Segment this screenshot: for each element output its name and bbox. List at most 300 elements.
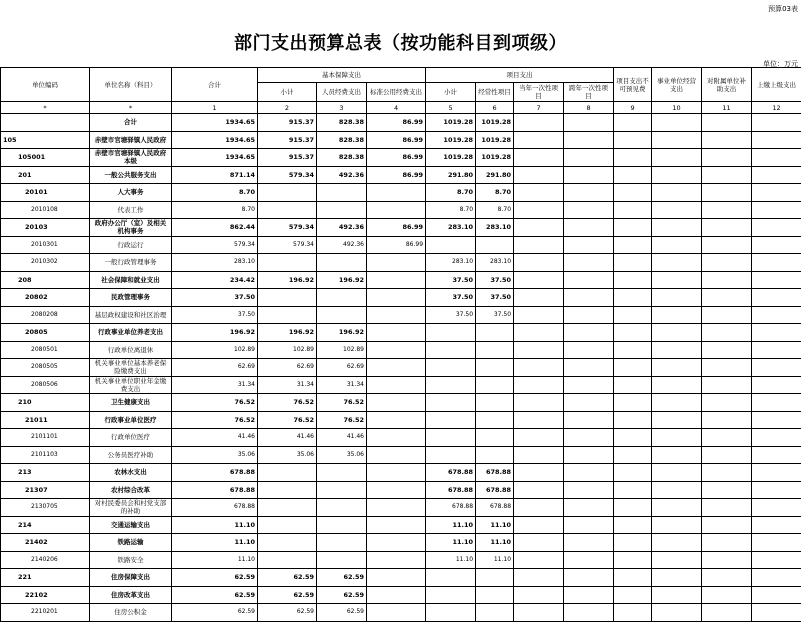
row-proj-recurring: 678.88 xyxy=(476,499,514,517)
row-subsidy xyxy=(702,411,752,429)
row-code: 2080208 xyxy=(1,306,90,324)
row-personnel: 492.36 xyxy=(317,236,367,254)
row-proj-recurring xyxy=(476,394,514,412)
row-public-standard xyxy=(367,306,426,324)
row-total: 1934.65 xyxy=(172,149,258,167)
row-proj-recurring: 11.10 xyxy=(476,516,514,534)
row-superior xyxy=(752,324,801,342)
row-superior xyxy=(752,166,801,184)
row-code: 2101101 xyxy=(1,429,90,447)
row-operating xyxy=(652,201,702,219)
row-personnel: 196.92 xyxy=(317,271,367,289)
row-unforeseen xyxy=(614,394,652,412)
header-code: 单位编码 xyxy=(1,68,90,102)
row-proj-onetime-cross xyxy=(564,551,614,569)
row-proj-recurring: 37.50 xyxy=(476,289,514,307)
row-operating xyxy=(652,481,702,499)
row-subsidy xyxy=(702,569,752,587)
row-superior xyxy=(752,271,801,289)
row-proj-subtotal: 291.80 xyxy=(426,166,476,184)
row-subsidy xyxy=(702,604,752,622)
row-personnel: 828.38 xyxy=(317,149,367,167)
row-personnel: 196.92 xyxy=(317,324,367,342)
row-personnel xyxy=(317,184,367,202)
row-public-standard xyxy=(367,446,426,464)
row-code: 21402 xyxy=(1,534,90,552)
row-proj-recurring: 1019.28 xyxy=(476,114,514,132)
row-subsidy xyxy=(702,271,752,289)
row-unforeseen xyxy=(614,114,652,132)
row-basic-subtotal: 196.92 xyxy=(258,324,317,342)
row-personnel xyxy=(317,481,367,499)
row-total: 76.52 xyxy=(172,411,258,429)
row-proj-onetime-cross xyxy=(564,201,614,219)
row-proj-subtotal xyxy=(426,236,476,254)
row-total: 678.88 xyxy=(172,481,258,499)
row-unforeseen xyxy=(614,131,652,149)
row-proj-recurring: 11.10 xyxy=(476,551,514,569)
row-proj-onetime-year xyxy=(514,149,564,167)
row-proj-onetime-cross xyxy=(564,604,614,622)
row-proj-onetime-cross xyxy=(564,271,614,289)
row-name: 铁路运输 xyxy=(90,534,172,552)
row-personnel: 76.52 xyxy=(317,394,367,412)
row-total: 31.34 xyxy=(172,376,258,394)
row-basic-subtotal: 76.52 xyxy=(258,394,317,412)
row-basic-subtotal xyxy=(258,184,317,202)
row-name: 公务员医疗补助 xyxy=(90,446,172,464)
table-row xyxy=(1,254,801,272)
row-proj-onetime-cross xyxy=(564,376,614,394)
row-proj-recurring xyxy=(476,604,514,622)
row-proj-recurring: 8.70 xyxy=(476,184,514,202)
row-proj-subtotal: 678.88 xyxy=(426,499,476,517)
row-operating xyxy=(652,236,702,254)
row-unforeseen xyxy=(614,376,652,394)
row-code: 20103 xyxy=(1,219,90,237)
row-proj-onetime-year xyxy=(514,376,564,394)
table-row xyxy=(1,166,801,184)
row-operating xyxy=(652,306,702,324)
row-proj-subtotal: 1019.28 xyxy=(426,131,476,149)
row-proj-recurring: 283.10 xyxy=(476,219,514,237)
row-unforeseen xyxy=(614,324,652,342)
row-subsidy xyxy=(702,359,752,377)
row-unforeseen xyxy=(614,481,652,499)
row-proj-recurring: 1019.28 xyxy=(476,131,514,149)
row-basic-subtotal xyxy=(258,201,317,219)
row-public-standard xyxy=(367,604,426,622)
row-public-standard xyxy=(367,271,426,289)
row-public-standard xyxy=(367,376,426,394)
row-subsidy xyxy=(702,376,752,394)
table-row xyxy=(1,429,801,447)
row-proj-onetime-year xyxy=(514,271,564,289)
row-code: 22102 xyxy=(1,586,90,604)
row-proj-subtotal xyxy=(426,411,476,429)
row-public-standard xyxy=(367,516,426,534)
row-code: 2080506 xyxy=(1,376,90,394)
table-row xyxy=(1,149,801,167)
row-personnel: 76.52 xyxy=(317,411,367,429)
row-public-standard xyxy=(367,499,426,517)
page-title: 部门支出预算总表（按功能科目到项级） xyxy=(234,33,567,54)
row-proj-subtotal: 678.88 xyxy=(426,481,476,499)
table-row xyxy=(1,569,801,587)
row-proj-subtotal xyxy=(426,394,476,412)
form-number: 预算03表 xyxy=(768,5,798,13)
row-name: 赤壁市官塘驿镇人民政府本级 xyxy=(90,149,172,167)
row-proj-onetime-year xyxy=(514,219,564,237)
row-code: 221 xyxy=(1,569,90,587)
row-proj-onetime-year xyxy=(514,586,564,604)
row-proj-recurring xyxy=(476,586,514,604)
row-name: 一般行政管理事务 xyxy=(90,254,172,272)
row-unforeseen xyxy=(614,359,652,377)
row-basic-subtotal xyxy=(258,289,317,307)
row-personnel: 62.59 xyxy=(317,569,367,587)
row-superior xyxy=(752,219,801,237)
row-proj-onetime-year xyxy=(514,324,564,342)
row-code: 2080505 xyxy=(1,359,90,377)
row-code: 21307 xyxy=(1,481,90,499)
row-proj-subtotal xyxy=(426,446,476,464)
row-name: 行政事业单位养老支出 xyxy=(90,324,172,342)
row-proj-subtotal xyxy=(426,429,476,447)
row-operating xyxy=(652,254,702,272)
index-cell: 7 xyxy=(514,102,564,114)
table-row xyxy=(1,289,801,307)
row-superior xyxy=(752,499,801,517)
row-total: 234.42 xyxy=(172,271,258,289)
row-proj-recurring xyxy=(476,341,514,359)
row-subsidy xyxy=(702,499,752,517)
row-personnel xyxy=(317,551,367,569)
row-basic-subtotal xyxy=(258,551,317,569)
row-subsidy xyxy=(702,254,752,272)
row-operating xyxy=(652,341,702,359)
row-proj-onetime-year xyxy=(514,604,564,622)
row-public-standard xyxy=(367,184,426,202)
row-proj-recurring: 291.80 xyxy=(476,166,514,184)
row-proj-recurring xyxy=(476,569,514,587)
row-public-standard xyxy=(367,289,426,307)
row-personnel: 102.89 xyxy=(317,341,367,359)
row-subsidy xyxy=(702,534,752,552)
row-superior xyxy=(752,569,801,587)
row-operating xyxy=(652,149,702,167)
row-personnel xyxy=(317,306,367,324)
row-name: 铁路安全 xyxy=(90,551,172,569)
row-proj-recurring: 37.50 xyxy=(476,306,514,324)
row-basic-subtotal xyxy=(258,499,317,517)
row-subsidy xyxy=(702,464,752,482)
row-personnel xyxy=(317,254,367,272)
header-public-standard: 标准公用经费支出 xyxy=(367,83,426,102)
row-name: 农林水支出 xyxy=(90,464,172,482)
row-code: 2010108 xyxy=(1,201,90,219)
row-total: 102.89 xyxy=(172,341,258,359)
row-unforeseen xyxy=(614,604,652,622)
row-superior xyxy=(752,114,801,132)
row-code: 201 xyxy=(1,166,90,184)
row-proj-recurring xyxy=(476,324,514,342)
row-proj-onetime-year xyxy=(514,534,564,552)
row-unforeseen xyxy=(614,429,652,447)
index-cell: 5 xyxy=(426,102,476,114)
row-basic-subtotal: 196.92 xyxy=(258,271,317,289)
row-basic-subtotal: 915.37 xyxy=(258,149,317,167)
table-row xyxy=(1,464,801,482)
row-proj-subtotal: 11.10 xyxy=(426,534,476,552)
row-proj-onetime-year xyxy=(514,254,564,272)
table-row xyxy=(1,184,801,202)
row-name: 民政管理事务 xyxy=(90,289,172,307)
row-unforeseen xyxy=(614,149,652,167)
row-public-standard: 86.99 xyxy=(367,114,426,132)
row-basic-subtotal xyxy=(258,464,317,482)
header-proj-onetime-cross: 跨年一次性项目 xyxy=(564,83,614,102)
row-personnel: 35.06 xyxy=(317,446,367,464)
row-total: 8.70 xyxy=(172,201,258,219)
row-public-standard xyxy=(367,429,426,447)
row-code: 20805 xyxy=(1,324,90,342)
row-total: 8.70 xyxy=(172,184,258,202)
row-total: 41.46 xyxy=(172,429,258,447)
header-subsidy: 对附属单位补助支出 xyxy=(702,68,752,102)
row-total: 678.88 xyxy=(172,464,258,482)
table-row xyxy=(1,534,801,552)
table-body xyxy=(1,114,801,622)
row-proj-subtotal: 1019.28 xyxy=(426,114,476,132)
row-unforeseen xyxy=(614,306,652,324)
row-code: 208 xyxy=(1,271,90,289)
row-total: 11.10 xyxy=(172,551,258,569)
row-proj-onetime-cross xyxy=(564,446,614,464)
row-proj-subtotal: 8.70 xyxy=(426,184,476,202)
row-subsidy xyxy=(702,131,752,149)
row-public-standard xyxy=(367,464,426,482)
row-basic-subtotal: 41.46 xyxy=(258,429,317,447)
row-operating xyxy=(652,464,702,482)
row-proj-onetime-cross xyxy=(564,534,614,552)
row-name: 基层政权建设和社区治理 xyxy=(90,306,172,324)
row-personnel: 828.38 xyxy=(317,114,367,132)
row-superior xyxy=(752,586,801,604)
row-total: 62.59 xyxy=(172,569,258,587)
row-total: 37.50 xyxy=(172,289,258,307)
row-unforeseen xyxy=(614,446,652,464)
row-subsidy xyxy=(702,516,752,534)
row-proj-recurring xyxy=(476,376,514,394)
row-basic-subtotal: 915.37 xyxy=(258,114,317,132)
row-public-standard xyxy=(367,551,426,569)
table-row xyxy=(1,201,801,219)
row-code: 210 xyxy=(1,394,90,412)
row-total: 62.59 xyxy=(172,586,258,604)
row-proj-onetime-year xyxy=(514,166,564,184)
row-public-standard: 86.99 xyxy=(367,149,426,167)
row-operating xyxy=(652,604,702,622)
table-row xyxy=(1,306,801,324)
row-name: 住房改革支出 xyxy=(90,586,172,604)
row-public-standard xyxy=(367,411,426,429)
row-basic-subtotal: 62.69 xyxy=(258,359,317,377)
row-superior xyxy=(752,341,801,359)
row-personnel xyxy=(317,289,367,307)
row-operating xyxy=(652,131,702,149)
row-total: 11.10 xyxy=(172,534,258,552)
row-proj-recurring: 8.70 xyxy=(476,201,514,219)
row-unforeseen xyxy=(614,586,652,604)
row-proj-onetime-cross xyxy=(564,499,614,517)
table-row xyxy=(1,114,801,132)
row-code: 105001 xyxy=(1,149,90,167)
row-total: 11.10 xyxy=(172,516,258,534)
row-superior xyxy=(752,429,801,447)
row-basic-subtotal xyxy=(258,254,317,272)
row-proj-recurring xyxy=(476,429,514,447)
row-superior xyxy=(752,411,801,429)
row-proj-onetime-year xyxy=(514,464,564,482)
row-proj-onetime-year xyxy=(514,306,564,324)
row-unforeseen xyxy=(614,289,652,307)
row-superior xyxy=(752,359,801,377)
row-unforeseen xyxy=(614,201,652,219)
row-subsidy xyxy=(702,114,752,132)
row-proj-onetime-year xyxy=(514,289,564,307)
row-operating xyxy=(652,289,702,307)
row-proj-subtotal: 283.10 xyxy=(426,219,476,237)
row-proj-onetime-cross xyxy=(564,464,614,482)
row-code: 2140206 xyxy=(1,551,90,569)
table-row xyxy=(1,341,801,359)
row-public-standard: 86.99 xyxy=(367,166,426,184)
row-total: 579.34 xyxy=(172,236,258,254)
row-proj-onetime-cross xyxy=(564,184,614,202)
row-public-standard xyxy=(367,341,426,359)
header-personnel: 人员经费支出 xyxy=(317,83,367,102)
row-superior xyxy=(752,551,801,569)
row-name: 社会保障和就业支出 xyxy=(90,271,172,289)
row-unforeseen xyxy=(614,516,652,534)
row-personnel xyxy=(317,499,367,517)
row-operating xyxy=(652,569,702,587)
index-cell: 8 xyxy=(564,102,614,114)
row-personnel xyxy=(317,534,367,552)
row-public-standard xyxy=(367,324,426,342)
row-name: 行政运行 xyxy=(90,236,172,254)
row-proj-recurring: 11.10 xyxy=(476,534,514,552)
row-proj-onetime-cross xyxy=(564,481,614,499)
index-cell: 1 xyxy=(172,102,258,114)
row-proj-onetime-cross xyxy=(564,149,614,167)
row-basic-subtotal: 579.34 xyxy=(258,236,317,254)
row-unforeseen xyxy=(614,166,652,184)
table-row xyxy=(1,604,801,622)
row-name: 行政单位医疗 xyxy=(90,429,172,447)
row-basic-subtotal: 35.06 xyxy=(258,446,317,464)
row-operating xyxy=(652,184,702,202)
index-cell: 9 xyxy=(614,102,652,114)
row-code: 214 xyxy=(1,516,90,534)
row-total: 196.92 xyxy=(172,324,258,342)
header-project-group: 项目支出 xyxy=(426,68,614,83)
row-public-standard: 86.99 xyxy=(367,236,426,254)
row-personnel xyxy=(317,201,367,219)
index-cell: 4 xyxy=(367,102,426,114)
row-personnel: 62.69 xyxy=(317,359,367,377)
row-public-standard xyxy=(367,201,426,219)
row-proj-recurring: 37.50 xyxy=(476,271,514,289)
row-unforeseen xyxy=(614,254,652,272)
row-operating xyxy=(652,359,702,377)
row-total: 35.06 xyxy=(172,446,258,464)
row-subsidy xyxy=(702,166,752,184)
row-total: 62.69 xyxy=(172,359,258,377)
row-proj-onetime-cross xyxy=(564,341,614,359)
row-total: 1934.65 xyxy=(172,114,258,132)
row-basic-subtotal xyxy=(258,481,317,499)
row-superior xyxy=(752,201,801,219)
row-proj-subtotal xyxy=(426,324,476,342)
index-cell: 11 xyxy=(702,102,752,114)
row-proj-recurring: 678.88 xyxy=(476,481,514,499)
row-unforeseen xyxy=(614,341,652,359)
row-superior xyxy=(752,149,801,167)
row-code: 21011 xyxy=(1,411,90,429)
row-operating xyxy=(652,516,702,534)
row-superior xyxy=(752,464,801,482)
table-row xyxy=(1,219,801,237)
row-unforeseen xyxy=(614,499,652,517)
header-proj-recurring: 经常性项目 xyxy=(476,83,514,102)
row-total: 862.44 xyxy=(172,219,258,237)
row-personnel: 62.59 xyxy=(317,604,367,622)
table-row xyxy=(1,131,801,149)
row-code xyxy=(1,114,90,132)
row-unforeseen xyxy=(614,534,652,552)
row-total: 76.52 xyxy=(172,394,258,412)
row-superior xyxy=(752,481,801,499)
row-proj-subtotal xyxy=(426,376,476,394)
row-proj-onetime-year xyxy=(514,499,564,517)
table-row xyxy=(1,324,801,342)
row-superior xyxy=(752,254,801,272)
row-subsidy xyxy=(702,289,752,307)
header-proj-subtotal: 小计 xyxy=(426,83,476,102)
row-proj-onetime-cross xyxy=(564,166,614,184)
row-proj-recurring xyxy=(476,446,514,464)
row-unforeseen xyxy=(614,464,652,482)
row-superior xyxy=(752,131,801,149)
row-public-standard xyxy=(367,254,426,272)
row-proj-onetime-cross xyxy=(564,236,614,254)
header-total: 合计 xyxy=(172,68,258,102)
row-name: 机关事业单位职业年金缴费支出 xyxy=(90,376,172,394)
row-personnel xyxy=(317,516,367,534)
row-proj-recurring xyxy=(476,359,514,377)
row-proj-subtotal: 37.50 xyxy=(426,289,476,307)
row-proj-onetime-cross xyxy=(564,219,614,237)
row-code: 2210201 xyxy=(1,604,90,622)
row-operating xyxy=(652,499,702,517)
row-proj-onetime-cross xyxy=(564,569,614,587)
row-name: 人大事务 xyxy=(90,184,172,202)
row-basic-subtotal: 76.52 xyxy=(258,411,317,429)
row-proj-subtotal: 283.10 xyxy=(426,254,476,272)
row-public-standard xyxy=(367,359,426,377)
